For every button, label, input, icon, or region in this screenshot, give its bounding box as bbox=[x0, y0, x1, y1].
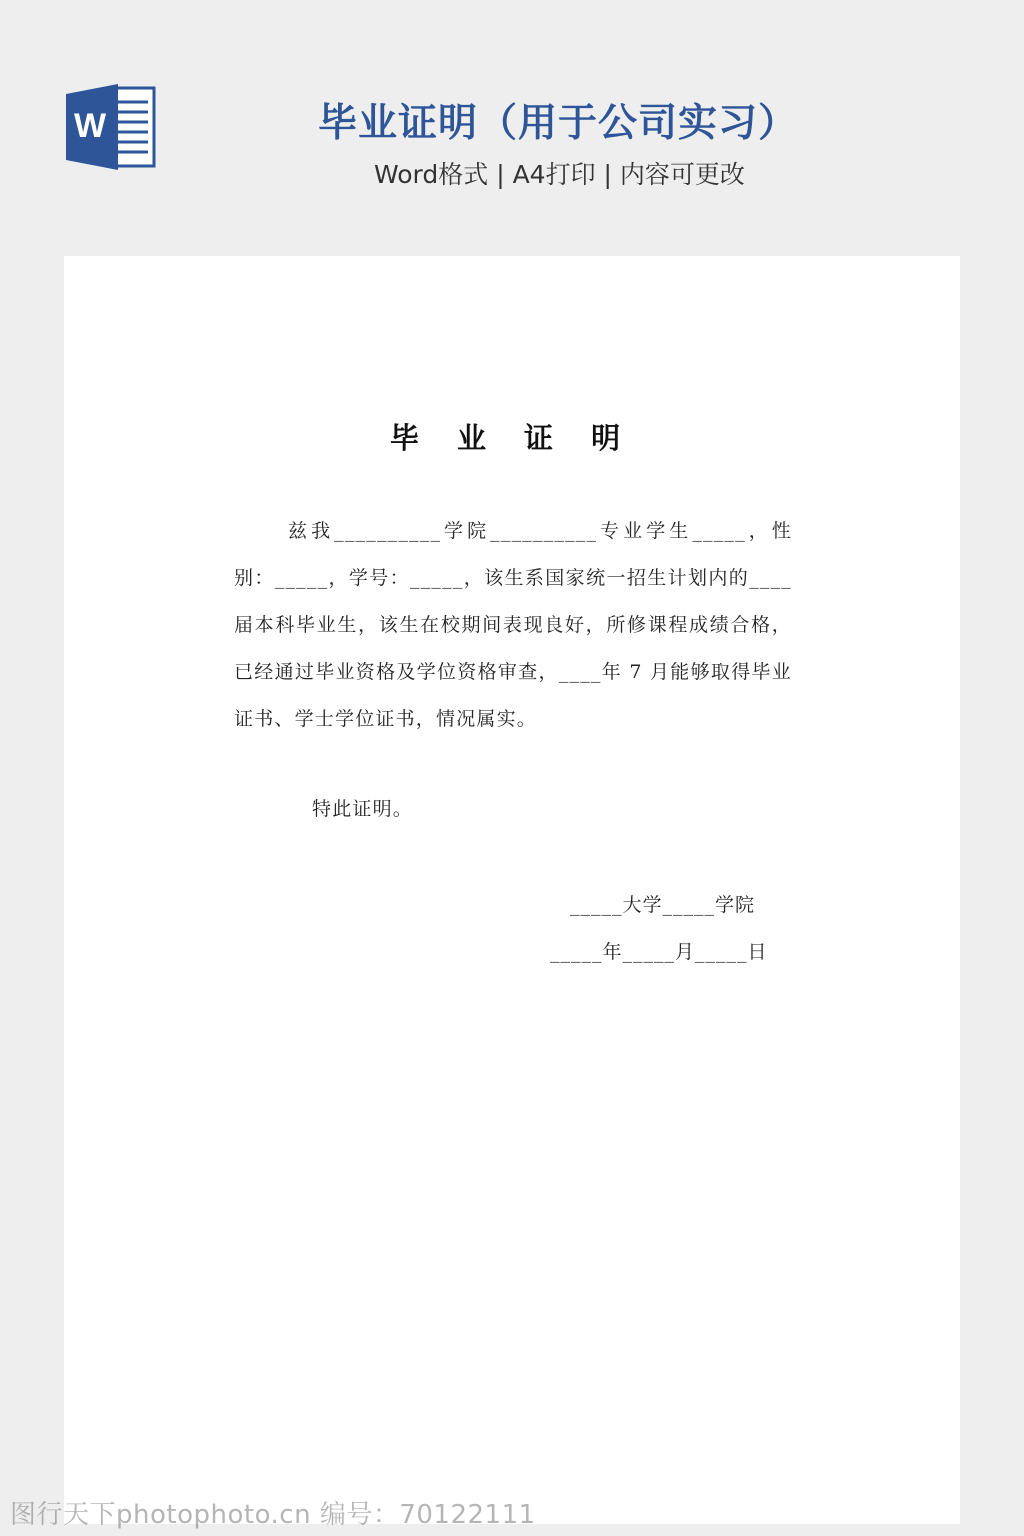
header bbox=[0, 0, 1024, 256]
word-logo-letter: W bbox=[73, 107, 107, 145]
watermark: 图行天下photophoto.cn 编号：70122111 bbox=[10, 1500, 536, 1530]
document-page bbox=[64, 256, 960, 1524]
document-title: 毕 业 证 明 bbox=[389, 421, 635, 455]
header-title: 毕业证明（用于公司实习） bbox=[318, 101, 799, 146]
date-line: _____年_____月_____日 bbox=[550, 941, 768, 963]
header-subtitle: Word格式 | A4打印 | 内容可更改 bbox=[374, 160, 745, 189]
document-body: 兹我__________学院__________专业学生_____，性别：_____，学号：_____，该生系国家统一招生计划内的____届本科毕业生，该生在校期间表现良好，所修课程成绩合格，已经通过毕业资格及学位资格审查，____年 7 月能够取得毕业证书、学士学位证书，情况属实。 bbox=[234, 520, 792, 730]
word-document-icon bbox=[64, 82, 156, 172]
document-closing: 特此证明。 bbox=[312, 798, 414, 820]
signature-line: _____大学_____学院 bbox=[570, 894, 756, 916]
